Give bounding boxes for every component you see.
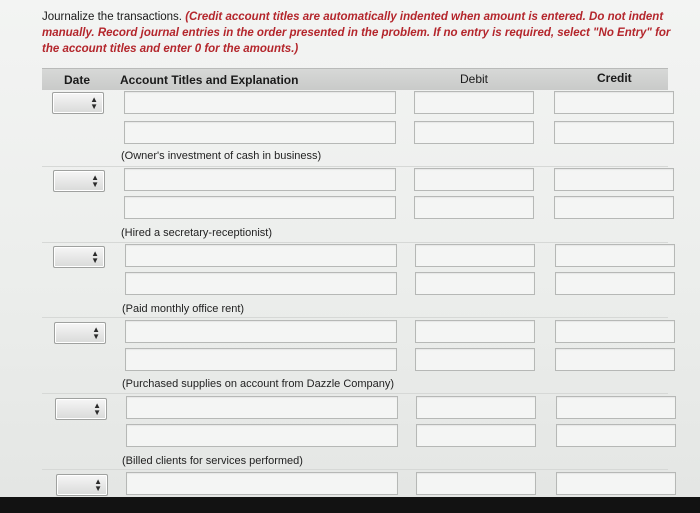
date-select[interactable]	[55, 398, 107, 420]
entry-explanation: (Billed clients for services performed)	[122, 455, 303, 467]
credit-input[interactable]	[555, 244, 675, 267]
account-title-input[interactable]	[125, 320, 397, 343]
account-title-input[interactable]	[124, 121, 396, 144]
credit-input[interactable]	[555, 348, 675, 371]
debit-input[interactable]	[414, 168, 534, 191]
header-credit: Credit	[597, 71, 632, 85]
up-down-arrows-icon: ▲ ▼	[91, 173, 99, 189]
row-divider	[42, 317, 668, 318]
header-account-titles: Account Titles and Explanation	[120, 73, 299, 87]
credit-input[interactable]	[554, 121, 674, 144]
debit-input[interactable]	[415, 244, 535, 267]
account-title-input[interactable]	[125, 348, 397, 371]
credit-input[interactable]	[556, 472, 676, 495]
account-title-input[interactable]	[126, 424, 398, 447]
up-down-arrows-icon: ▲ ▼	[90, 95, 98, 111]
account-title-input[interactable]	[124, 196, 396, 219]
debit-input[interactable]	[416, 472, 536, 495]
date-select[interactable]	[56, 474, 108, 496]
entry-explanation: (Paid monthly office rent)	[122, 303, 245, 315]
date-select[interactable]	[54, 322, 106, 344]
credit-input[interactable]	[554, 168, 674, 191]
instructions-lead: Journalize the transactions.	[42, 11, 186, 23]
debit-input[interactable]	[414, 91, 534, 114]
entry-explanation: (Owner's investment of cash in business)	[121, 150, 322, 162]
debit-input[interactable]	[416, 396, 536, 419]
up-down-arrows-icon: ▲ ▼	[92, 325, 100, 341]
account-title-input[interactable]	[125, 244, 397, 267]
date-select[interactable]	[52, 92, 104, 114]
debit-input[interactable]	[416, 424, 536, 447]
instructions-emphasis: (Credit account titles are automatically indented when amount is entered. Do not indent manually. Record journal entries in the order presented in the problem. If no entry is required, select "No Entry" for the account titles and enter 0 for the amounts.)	[42, 11, 671, 55]
credit-input[interactable]	[555, 320, 675, 343]
header-date: Date	[64, 73, 91, 87]
header-debit: Debit	[460, 72, 489, 86]
credit-input[interactable]	[556, 396, 676, 419]
up-down-arrows-icon: ▲ ▼	[93, 401, 101, 417]
debit-input[interactable]	[415, 272, 535, 295]
entry-explanation: (Purchased supplies on account from Dazzle Company)	[122, 378, 395, 390]
date-select[interactable]	[53, 246, 105, 268]
debit-input[interactable]	[415, 348, 535, 371]
date-select[interactable]	[53, 170, 105, 192]
row-divider	[42, 166, 668, 167]
account-title-input[interactable]	[125, 272, 397, 295]
instructions	[42, 9, 672, 57]
journal-table-header	[42, 68, 668, 90]
account-title-input[interactable]	[124, 91, 396, 114]
credit-input[interactable]	[554, 91, 674, 114]
account-title-input[interactable]	[126, 472, 398, 495]
row-divider	[42, 393, 668, 394]
account-title-input[interactable]	[124, 168, 396, 191]
row-divider	[42, 469, 668, 470]
up-down-arrows-icon: ▲ ▼	[94, 477, 102, 493]
credit-input[interactable]	[554, 196, 674, 219]
monitor-bezel	[0, 497, 700, 513]
entry-explanation: (Hired a secretary-receptionist)	[121, 227, 272, 239]
debit-input[interactable]	[414, 196, 534, 219]
account-title-input[interactable]	[126, 396, 398, 419]
debit-input[interactable]	[415, 320, 535, 343]
credit-input[interactable]	[555, 272, 675, 295]
credit-input[interactable]	[556, 424, 676, 447]
debit-input[interactable]	[414, 121, 534, 144]
up-down-arrows-icon: ▲ ▼	[91, 249, 99, 265]
row-divider	[42, 242, 668, 243]
